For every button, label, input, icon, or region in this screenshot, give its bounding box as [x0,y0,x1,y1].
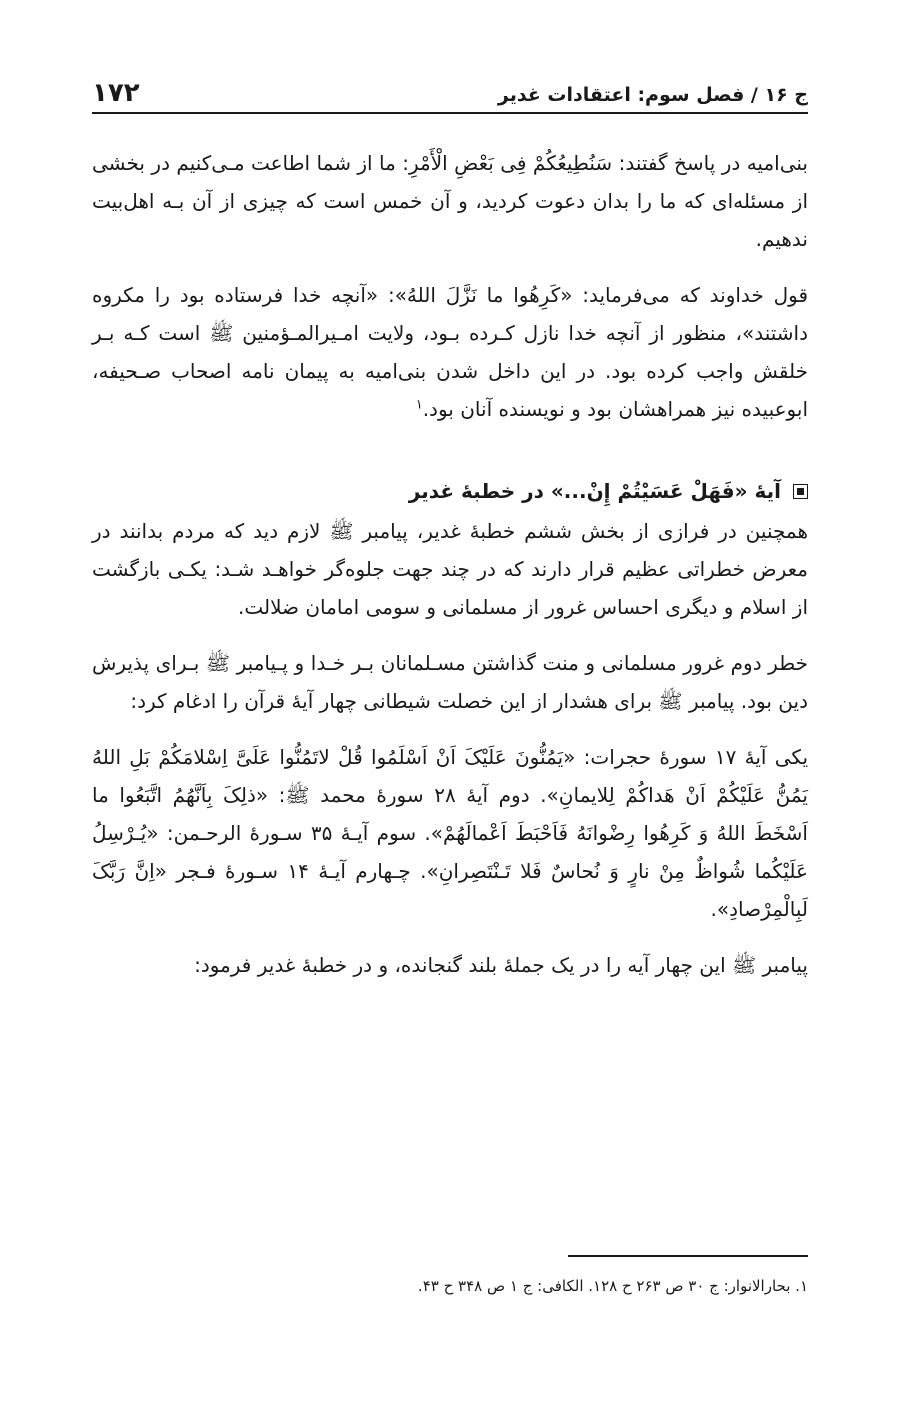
footnote-area [92,1255,808,1299]
book-page [92,68,808,1002]
paragraph-1: بنی‌امیه در پاسخ گفتند: سَنُطِیعُکُمْ فِی بَعْضِ الْأَمْرِ: ما از شما اطاعت مـی‌کنیم در بخشی از مسئله‌ای که ما را بدان دعوت کردید، و آن خمس است که چیزی از آن بـه اهل‌بیت ندهیم. [92,151,808,251]
header-title: ج ۱۶ / فصل سوم: اعتقادات غدیر [497,84,808,106]
body-text [92,144,808,984]
paragraph-3: همچنین در فرازی از بخش ششم خطبهٔ غدیر، پیامبر ﷺ لازم دید که مردم بدانند در معرض خطراتی عظیم قرار دارند که در چند جهت جلوه‌گر خواهـد شـد: یکـی بازگشت از اسلام و دیگری احساس غرور از مسلمانی و سومی امامان ضلالت. [92,519,808,619]
paragraph-4: خطر دوم غرور مسلمانی و منت گذاشتن مسـلمانان بـر خـدا و پـیامبر ﷺ بـرای پذیرش دین بود. پیامبر ﷺ برای هشدار از این خصلت شیطانی چهار آیهٔ قرآن را ادغام کرد: [92,651,808,713]
footnote-reference[interactable]: ۱ [415,397,423,413]
section-heading [92,474,808,508]
page-number: ۱۷۲ [92,78,140,108]
paragraph-6: پیامبر ﷺ این چهار آیه را در یک جملهٔ بلند گنجانده، و در خطبهٔ غدیر فرمود: [194,953,808,977]
running-header [92,68,808,114]
footnote-text: ۱. بحارالانوار: ج ۳۰ ص ۲۶۳ ح ۱۲۸. الکافی: ج ۱ ص ۳۴۸ ح ۴۳. [417,1277,808,1295]
section-heading-text: آیهٔ «فَهَلْ عَسَیْتُمْ إِنْ...» در خطبهٔ غدیر [408,479,781,503]
paragraph-5: یکی آیهٔ ۱۷ سورهٔ حجرات: «یَمُنُّونَ عَلَیْکَ اَنْ اَسْلَمُوا قُلْ لاتَمُنُّوا عَلَیَّ اِسْلامَکُمْ بَلِ اللهُ یَمُنُّ عَلَیْکُمْ اَنْ هَداکُمْ لِلایمانِ». دوم آیهٔ ۲۸ سورهٔ محمد ﷺ: «ذلِکَ بِاَنَّهُمُ اتَّبَعُوا ما اَسْخَطَ اللهُ وَ کَرِهُوا رِضْوانَهُ فَاَحْبَطَ اَعْمالَهُمْ». سوم آیـهٔ ۳۵ سـورهٔ الرحـمن: «یُـرْسِلُ عَلَیْکُما شُواظٌ مِنْ نارٍ وَ نُحاسٌ فَلا تَـنْتَصِرانِ». چـهارم آیـهٔ ۱۴ سـورهٔ فـجر «اِنَّ رَبَّکَ لَبِالْمِرْصادِ». [92,745,809,921]
square-bullet-icon [793,484,808,499]
footnote-divider [568,1255,808,1257]
paragraph-2-text: قول خداوند که می‌فرماید: «کَرِهُوا ما نَزَّلَ اللهُ»: «آنچه خدا فرستاده بود را مکروه داشتند»، منظور از آنچه خدا نازل کـرده بـود، ولایت امـیرالمـؤمنین ﷺ است کـه بـر خلقش واجب کرده بود. در این داخل شدن بنی‌امیه به پیمان نامه اصحاب صـحیفه، ابوعبیده نیز همراهشان بود و نویسنده آنان بود. [92,283,808,421]
paragraph-2 [92,276,808,428]
